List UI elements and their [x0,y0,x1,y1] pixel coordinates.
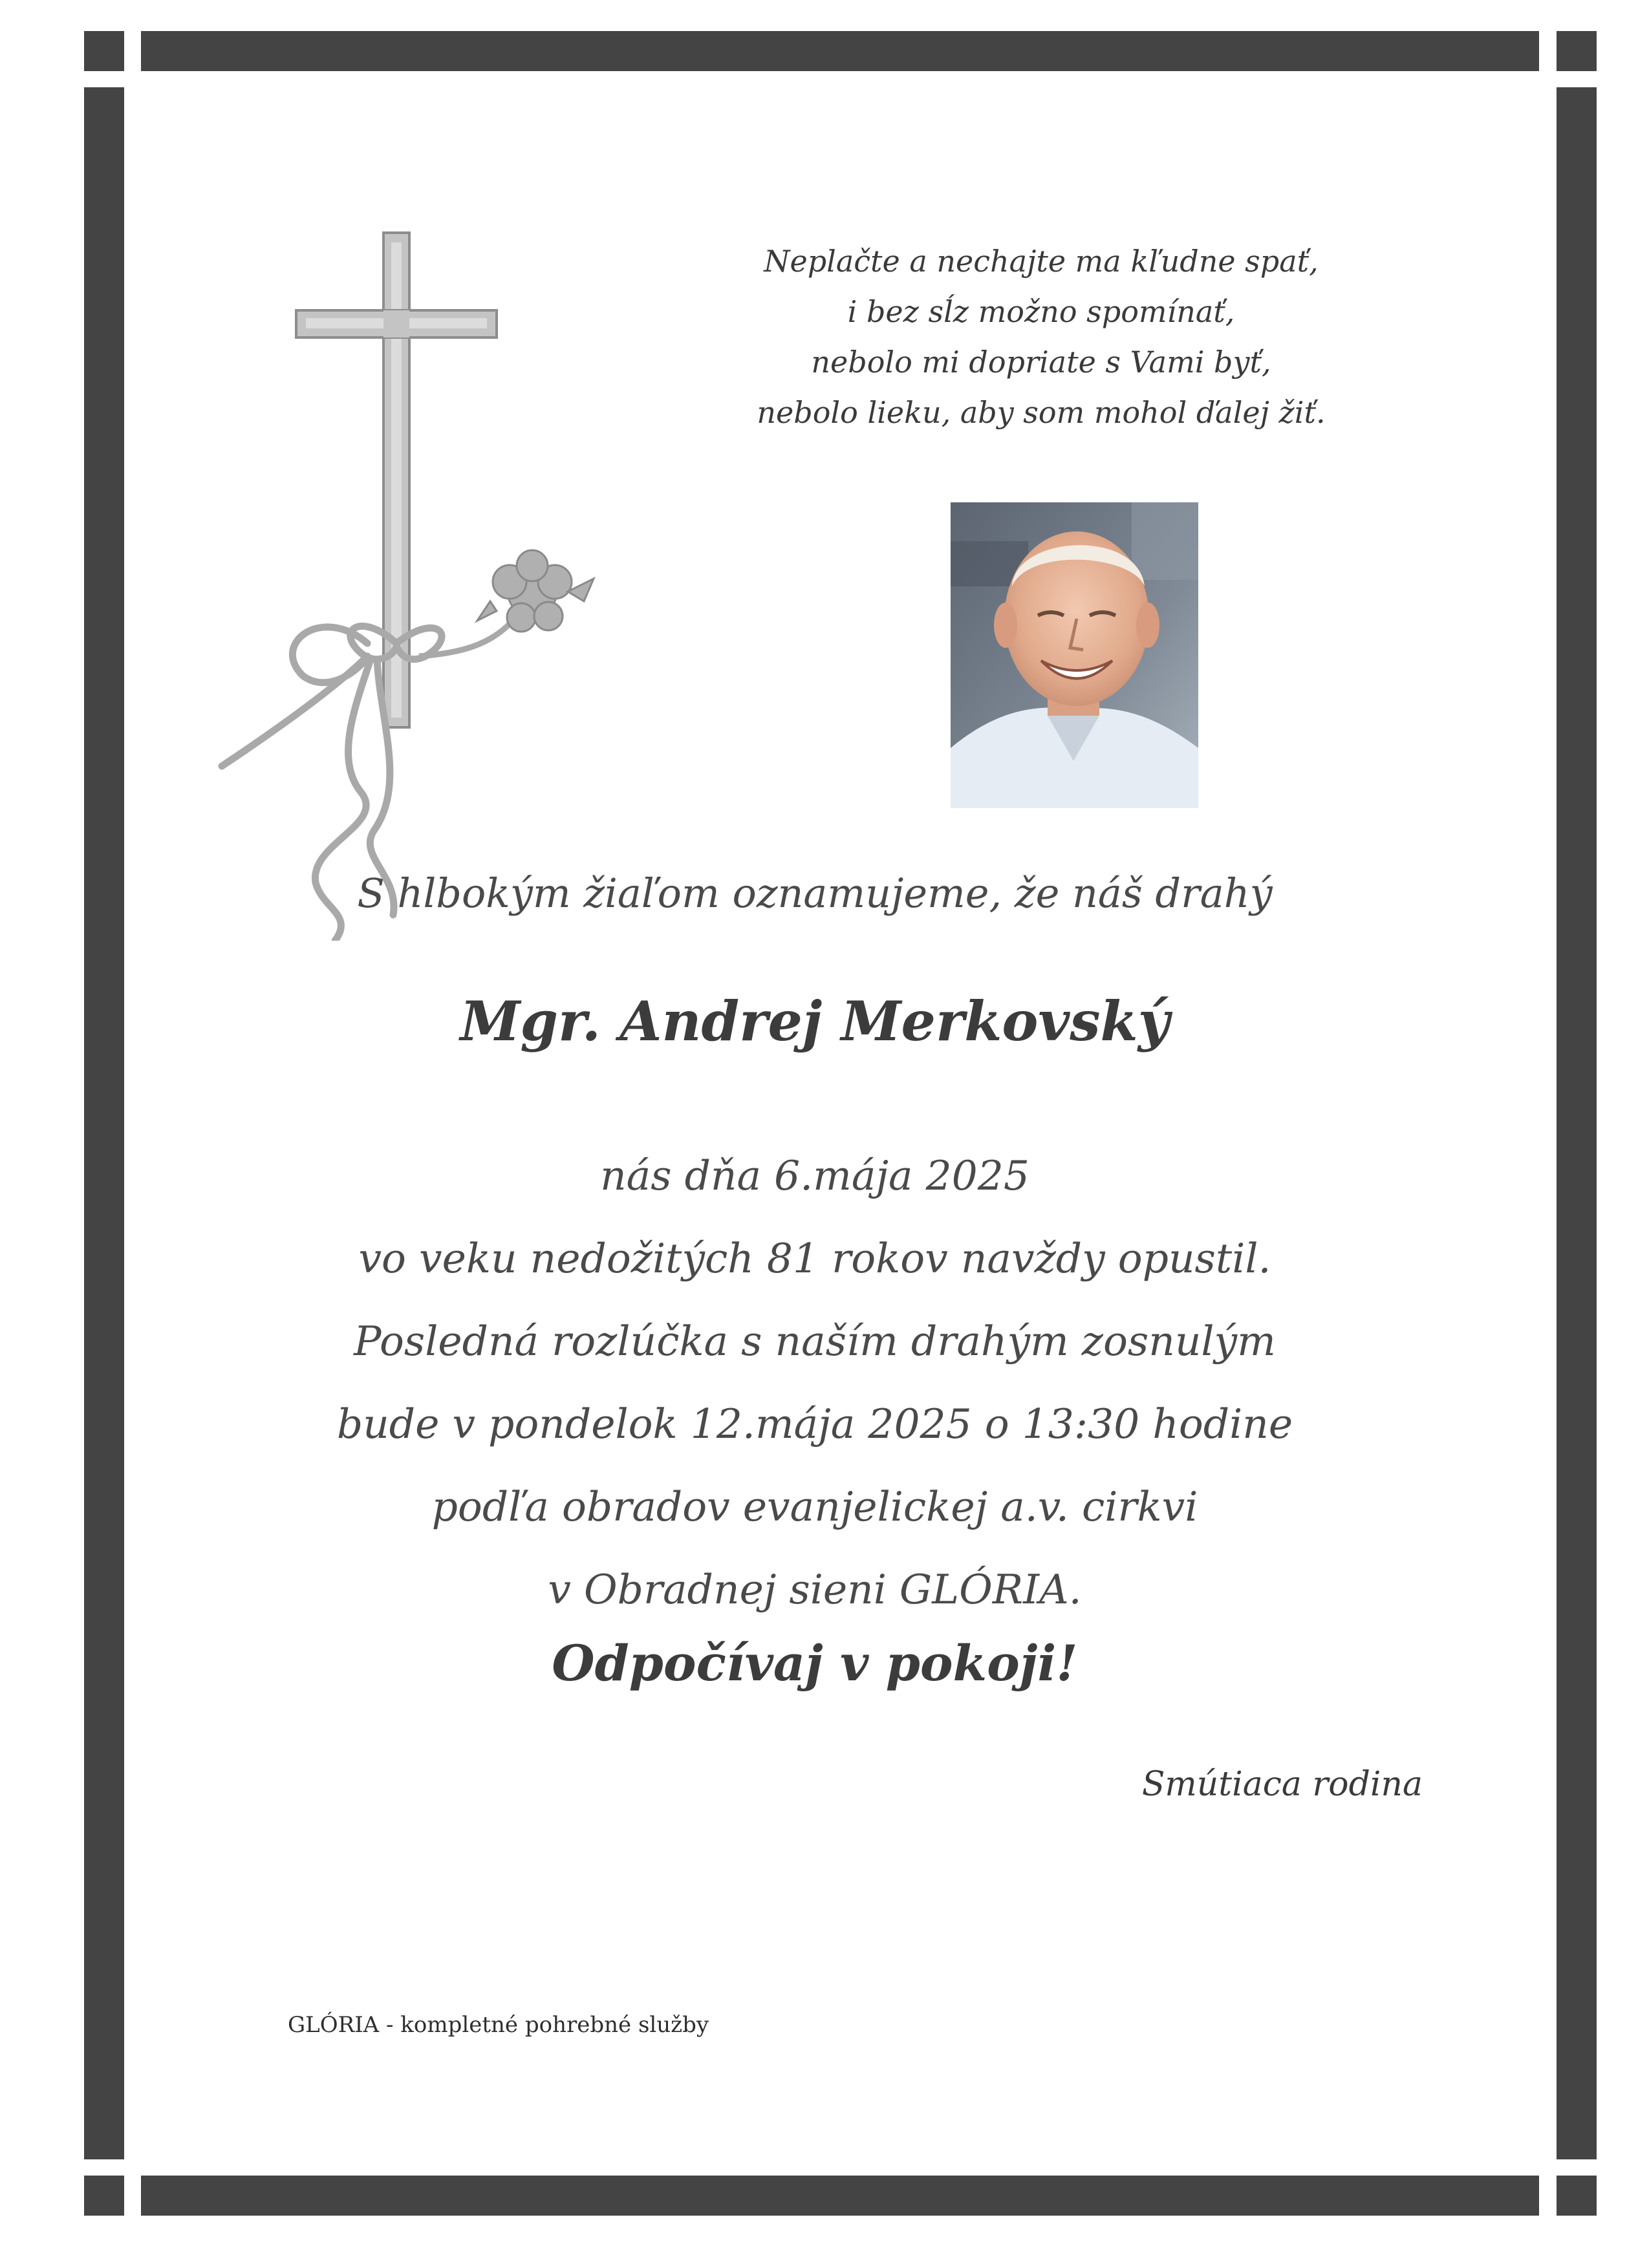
deceased-name: Mgr. Andrej Merkovský [460,989,1170,1053]
body-line: vo veku nedožitých 81 rokov navždy opustil. [358,1235,1271,1282]
announcement-intro: S hlbokým žiaľom oznamujeme, že náš drahý [357,870,1273,917]
signature: Smútiaca rodina [1141,1765,1423,1804]
poem-line: Neplačte a nechajte ma kľudne spať, [764,244,1319,279]
announcement-body [213,1135,1416,1631]
frame-right-border [1557,87,1597,2159]
body-line: v Obradnej sieni GLÓRIA. [548,1566,1082,1613]
frame-corner-top-right [1557,31,1597,71]
body-line: Posledná rozlúčka s naším drahým zosnulým [354,1318,1276,1365]
frame-corner-top-left [84,31,124,71]
frame-left-border [84,87,124,2159]
poem-line: nebolo lieku, aby som mohol ďalej žiť. [757,395,1326,430]
frame-bottom-border [141,2176,1539,2216]
frame-corner-bottom-right [1557,2176,1597,2216]
closing-phrase: Odpočívaj v pokoji! [552,1634,1078,1692]
body-line: nás dňa 6.mája 2025 [600,1152,1029,1199]
body-line: podľa obradov evanjelickej a.v. cirkvi [431,1483,1198,1530]
poem [705,236,1377,438]
poem-line: i bez sĺz možno spomínať, [847,294,1235,329]
frame-top-border [141,31,1539,71]
body-line: bude v pondelok 12.mája 2025 o 13:30 hodine [336,1400,1293,1448]
cross-icon [206,230,607,941]
footer-company: GLÓRIA - kompletné pohrebné služby [288,2012,709,2038]
portrait-photo [951,502,1198,808]
poem-line: nebolo mi dopriate s Vami byť, [811,345,1271,380]
frame-corner-bottom-left [84,2176,124,2216]
rose-icon [477,550,594,632]
